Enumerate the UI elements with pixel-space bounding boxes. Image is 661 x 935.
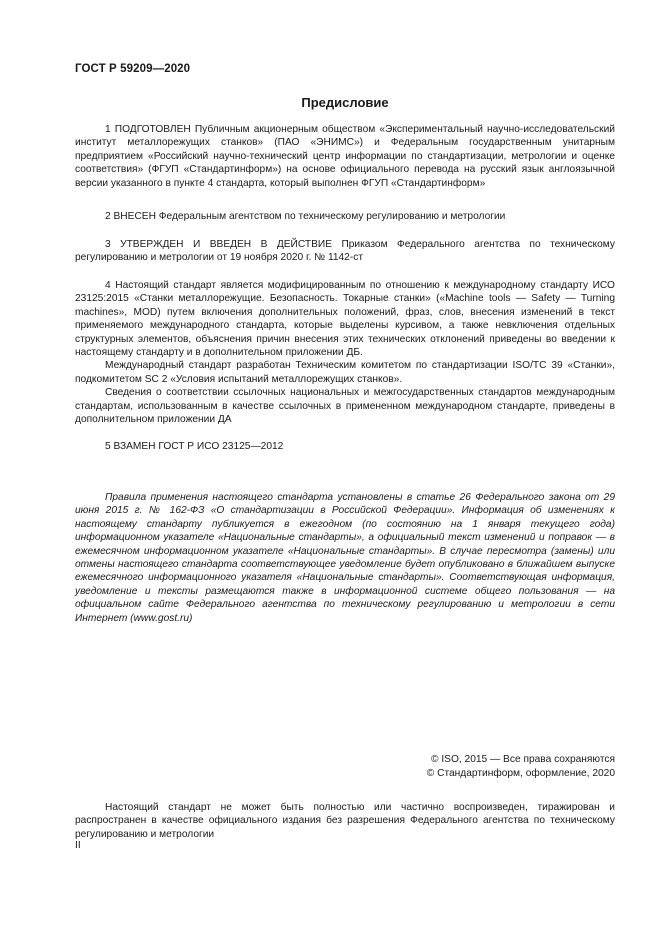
item-1-text: 1 ПОДГОТОВЛЕН Публичным акционерным обществом «Экспериментальный научно-исследовательский институт металлорежущих станков» (ПАО «ЭНИМС») и Федеральным государственным унитарным предприятием «Российский научно-технический центр информации по стандартизации, метрологии и оценке соответствия» (ФГУП «Стандартинформ») на основе официального перевода на русский язык англоязычной версии указанного в пункте 4 стандарта, который выполнен ФГУП «Стандартинформ» [75,124,615,189]
document-code: ГОСТ Р 59209—2020 [75,63,191,75]
application-notice-text: Правила применения настоящего стандарта установлены в статье 26 Федерального закона от 29 июня 2015 г. № 162-ФЗ «О стандартизации в Российской Федерации». Информация об изменениях к настоящему стандарту публикуется в ежегодном (по состоянию на 1 января текущего года) информационном указателе «Национальные стандарты», а официальный текст изменений и поправок — в ежемесячном информационном указателе «Национальные стандарты». В случае пересмотра (замены) или отмены настоящего стандарта соответствующее уведомление будет опубликовано в ближайшем выпуске ежемесячного информационного указателя «Национальные стандарты». Соответствующая информация, уведомление и тексты размещаются также в информационной системе общего пользования — на официальном сайте Федерального агентства по техническому регулированию и метрологии в сети Интернет (www.gost.ru) [75,492,615,624]
reproduction-notice [75,801,615,841]
item-3-text: 3 УТВЕРЖДЕН И ВВЕДЕН В ДЕЙСТВИЕ Приказом Федерального агентства по техническому регулированию и метрологии от 19 ноября 2020 г. № 1142-ст [75,239,615,264]
copyright-standartinform: © Стандартинформ, оформление, 2020 [426,768,615,779]
item-1 [75,123,615,190]
item-4-references: Сведения о соответствии ссылочных национальных и межгосударственных стандартов международным стандартам, использованным в качестве ссылочных в примененном международном стандарте, приведены в дополнительном приложении ДА [75,387,615,426]
item-5-text: 5 ВЗАМЕН ГОСТ Р ИСО 23125—2012 [105,441,284,452]
item-4 [75,279,615,426]
application-notice [75,491,615,625]
item-2-text: 2 ВНЕСЕН Федеральным агентством по техническому регулированию и метрологии [105,211,506,222]
reproduction-notice-text: Настоящий стандарт не может быть полностью или частично воспроизведен, тиражирован и распространен в качестве официального издания без разрешения Федерального агентства по техническому регулированию и метрологии [75,802,615,840]
item-3 [75,238,615,265]
item-4-text: 4 Настоящий стандарт является модифицированным по отношению к международному стандарту ИСО 23125:2015 «Станки металлорежущие. Безопасность. Токарные станки» («Machine tools — Safety — Turning machines», MOD) путем включения дополнительных положений, фраз, слов, внесения изменений в текст применяемого международного стандарта, которые выделены курсивом, а также невключения отдельных структурных элементов, объяснения причин внесения этих технических отклонений приведены во введении к настоящему стандарту и в дополнительном приложении ДБ. [75,280,615,359]
page-number: II [75,840,81,851]
page-title: Предисловие [301,95,389,110]
item-2 [75,210,615,223]
copyright-iso: © ISO, 2015 — Все права сохраняются [431,754,615,765]
item-4-iso-committee: Международный стандарт разработан Техническим комитетом по стандартизации ISO/TC 39 «Станки», подкомитетом SC 2 «Условия испытаний металлорежущих станков». [75,360,615,385]
item-5 [75,440,615,453]
